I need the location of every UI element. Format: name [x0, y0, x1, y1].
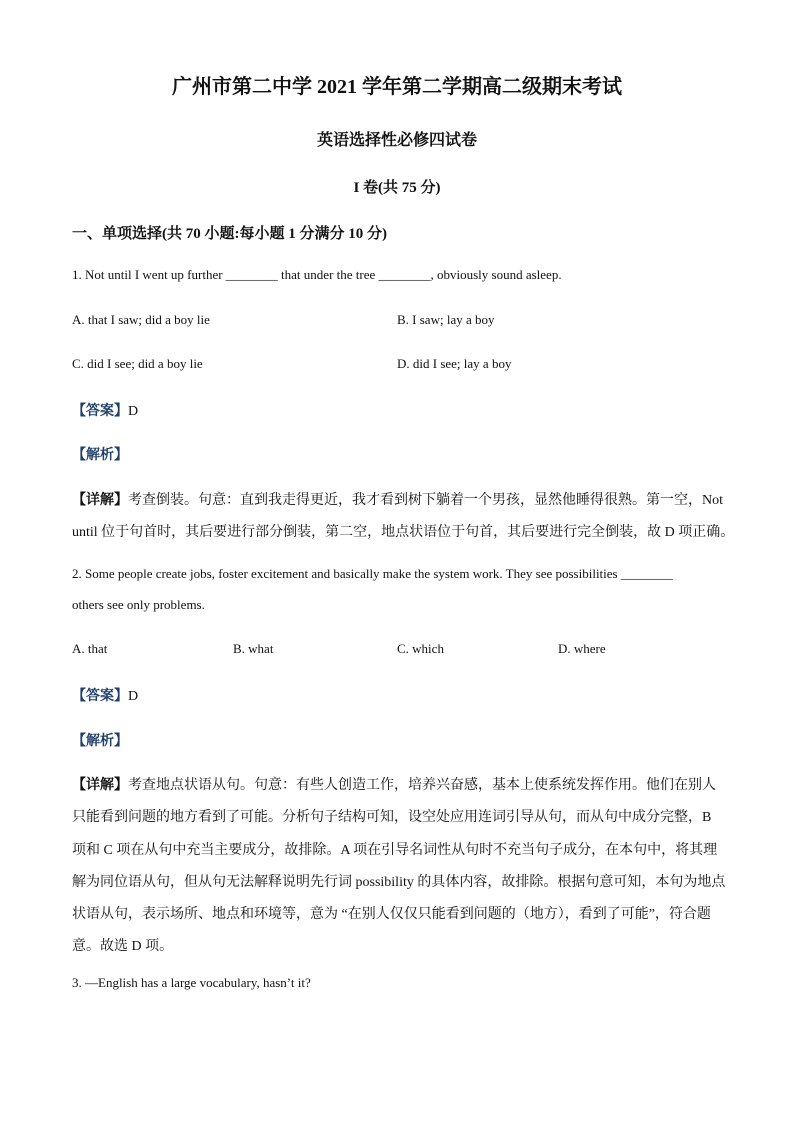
detail-text: 考查倒装。句意：直到我走得更近，我才看到树下躺着一个男孩，显然他睡得很熟。第一空，Not	[128, 493, 723, 508]
part-heading: I 卷(共 75 分)	[353, 180, 441, 196]
q1-option-b: B. I saw; lay a boy	[397, 312, 495, 327]
q1-option-a: A. that I saw; did a boy lie	[72, 312, 210, 327]
q2-option-b: B. what	[233, 641, 274, 656]
exam-subtitle: 英语选择性必修四试卷	[316, 132, 477, 149]
detail-label: 【详解】	[72, 778, 128, 793]
q2-stem-line2: others see only problems.	[72, 597, 205, 612]
q3-stem: 3. —English has a large vocabulary, hasn’t it?	[72, 975, 311, 990]
q1-stem: 1. Not until I went up further ________ that under the tree ________, obviously sound asleep.	[72, 267, 562, 282]
analysis-label: 【解析】	[72, 734, 128, 749]
detail-text: 考查地点状语从句。句意：有些人创造工作，培养兴奋感，基本上使系统发挥作用。他们在别人	[128, 778, 716, 793]
q1-analysis-label	[72, 444, 128, 464]
answer-value: D	[128, 404, 139, 419]
analysis-label: 【解析】	[72, 448, 128, 463]
q2-option-a: A. that	[72, 641, 108, 656]
q2-stem-line1: 2. Some people create jobs, foster excitement and basically make the system work. They see possibilities ________	[72, 566, 673, 581]
q1-detail-line1	[72, 489, 723, 509]
q1-answer	[72, 400, 138, 420]
q2-analysis-label	[72, 730, 128, 750]
exam-title: 广州市第二中学 2021 学年第二学期高二级期末考试	[172, 76, 622, 98]
q2-option-c: C. which	[397, 641, 444, 656]
q2-option-d: D. where	[558, 641, 606, 656]
q2-detail-line2: 只能看到问题的地方看到了可能。分析句子结构可知，设空处应用连词引导从句，而从句中成分完整，B	[72, 810, 712, 825]
section-heading: 一、单项选择(共 70 小题:每小题 1 分满分 10 分)	[72, 226, 387, 242]
q2-detail-line3: 项和 C 项在从句中充当主要成分，故排除。A 项在引导名词性从句时不充当句子成分，在本句中，将其理	[72, 843, 718, 858]
q2-answer	[72, 685, 138, 705]
detail-label: 【详解】	[72, 493, 128, 508]
answer-label: 【答案】	[72, 689, 128, 704]
q2-detail-line4: 解为同位语从句，但从句无法解释说明先行词 possibility 的具体内容，故排除。根据句意可知，本句为地点	[72, 875, 726, 890]
q1-option-c: C. did I see; did a boy lie	[72, 356, 203, 371]
q2-detail-line6: 意。故选 D 项。	[72, 939, 174, 954]
q2-detail-line1	[72, 774, 716, 794]
q1-option-d: D. did I see; lay a boy	[397, 356, 512, 371]
answer-label: 【答案】	[72, 404, 128, 419]
answer-value: D	[128, 689, 139, 704]
q2-detail-line5: 状语从句，表示场所、地点和环境等，意为 “在别人仅仅只能看到问题的（地方），看到了可能”，符合题	[72, 907, 711, 922]
q1-detail-line2: until 位于句首时，其后要进行部分倒装，第二空，地点状语位于句首，其后要进行完全倒装，故 D 项正确。	[72, 525, 735, 540]
